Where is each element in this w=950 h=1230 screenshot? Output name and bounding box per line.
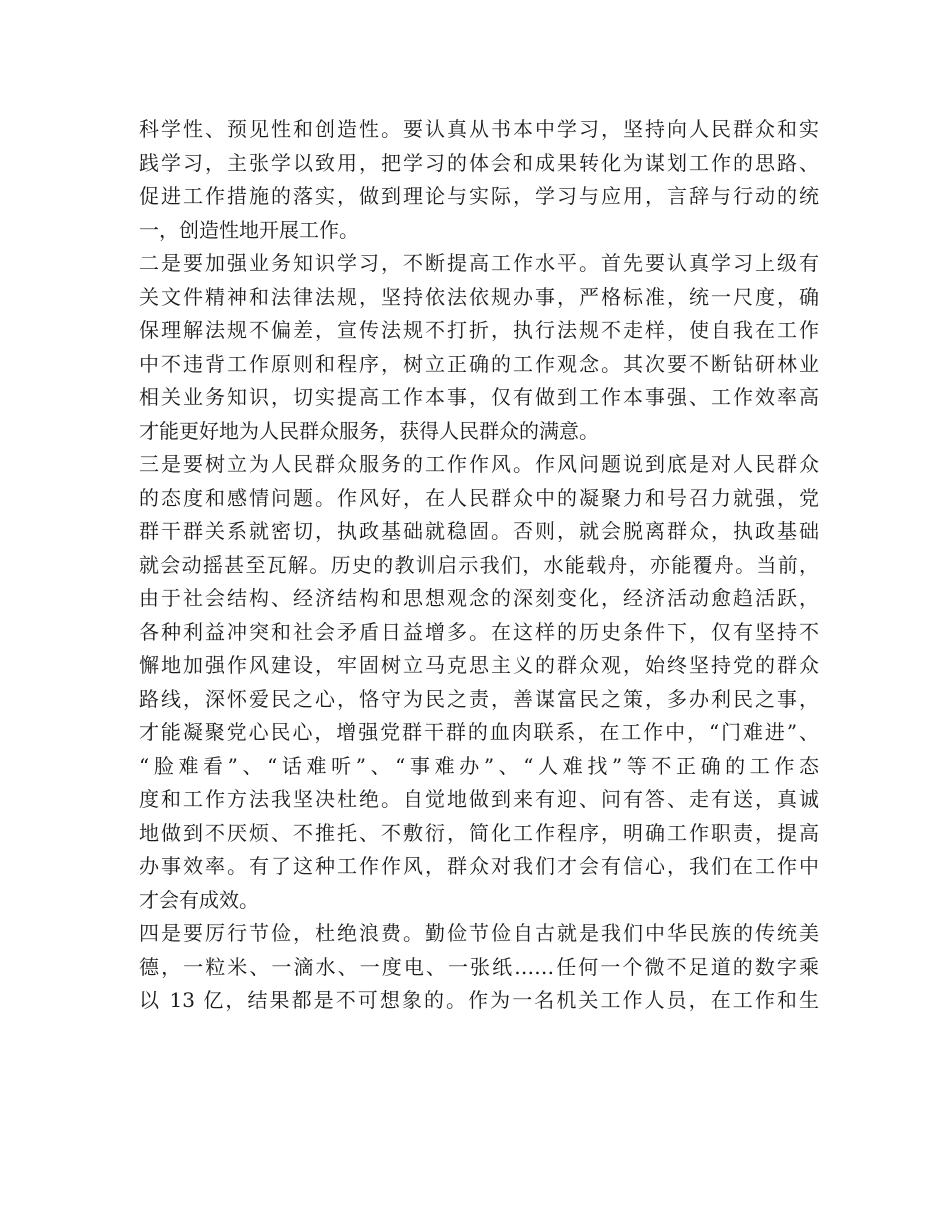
text-line: 才会有成效。 — [139, 887, 259, 912]
text-line: 中不违背工作原则和程序，树立正确的工作观念。其次要不断钻研林业 — [139, 351, 819, 376]
text-line: 相关业务知识，切实提高工作本事，仅有做到工作本事强、工作效率高 — [139, 385, 819, 409]
text-line: 群干群关系就密切，执政基础就稳固。否则，就会脱离群众，执政基础 — [139, 519, 819, 543]
text-line: 一，创造性地开展工作。 — [139, 217, 359, 242]
text-line: 保理解法规不偏差，宣传法规不打折，执行法规不走样，使自我在工作 — [139, 318, 819, 342]
document-body — [139, 113, 819, 1018]
text-line: 各种利益冲突和社会矛盾日益增多。在这样的历史条件下，仅有坚持不 — [139, 619, 819, 644]
text-line: “脸难看”、“话难听”、“事难办”、“人难找”等不正确的工作态 — [139, 753, 819, 778]
text-line: 以 13 亿，结果都是不可想象的。作为一名机关工作人员，在工作和生 — [139, 988, 819, 1012]
text-line: 关文件精神和法律法规，坚持依法依规办事，严格标准，统一尺度，确 — [139, 284, 819, 309]
text-line: 地做到不厌烦、不推托、不敷衍，简化工作程序，明确工作职责，提高 — [139, 820, 819, 845]
text-line: 二是要加强业务知识学习，不断提高工作水平。首先要认真学习上级有 — [139, 251, 819, 275]
text-line: 三是要树立为人民群众服务的工作作风。作风问题说到底是对人民群众 — [139, 452, 819, 476]
text-line: 由于社会结构、经济结构和思想观念的深刻变化，经济活动愈趋活跃， — [139, 586, 819, 610]
text-line: 就会动摇甚至瓦解。历史的教训启示我们，水能载舟，亦能覆舟。当前， — [139, 552, 819, 577]
text-line: 科学性、预见性和创造性。要认真从书本中学习，坚持向人民群众和实 — [139, 117, 819, 141]
text-line: 懈地加强作风建设，牢固树立马克思主义的群众观，始终坚持党的群众 — [139, 653, 819, 677]
text-line: 践学习，主张学以致用，把学习的体会和成果转化为谋划工作的思路、 — [139, 150, 819, 175]
text-line: 路线，深怀爱民之心，恪守为民之责，善谋富民之策，多办利民之事， — [139, 686, 819, 711]
text-line: 的态度和感情问题。作风好，在人民群众中的凝聚力和号召力就强，党 — [139, 485, 819, 510]
text-line: 德，一粒米、一滴水、一度电、一张纸……任何一个微不足道的数字乘 — [139, 954, 819, 979]
text-line: 才能凝聚党心民心，增强党群干群的血肉联系，在工作中，“门难进”、 — [139, 720, 819, 744]
text-line: 四是要厉行节俭，杜绝浪费。勤俭节俭自古就是我们中华民族的传统美 — [139, 921, 819, 945]
text-line: 办事效率。有了这种工作作风，群众对我们才会有信心，我们在工作中 — [139, 854, 819, 878]
text-line: 促进工作措施的落实，做到理论与实际，学习与应用，言辞与行动的统 — [139, 184, 819, 208]
text-line: 度和工作方法我坚决杜绝。自觉地做到来有迎、问有答、走有送，真诚 — [139, 787, 819, 811]
text-line: 才能更好地为人民群众服务，获得人民群众的满意。 — [139, 418, 599, 443]
